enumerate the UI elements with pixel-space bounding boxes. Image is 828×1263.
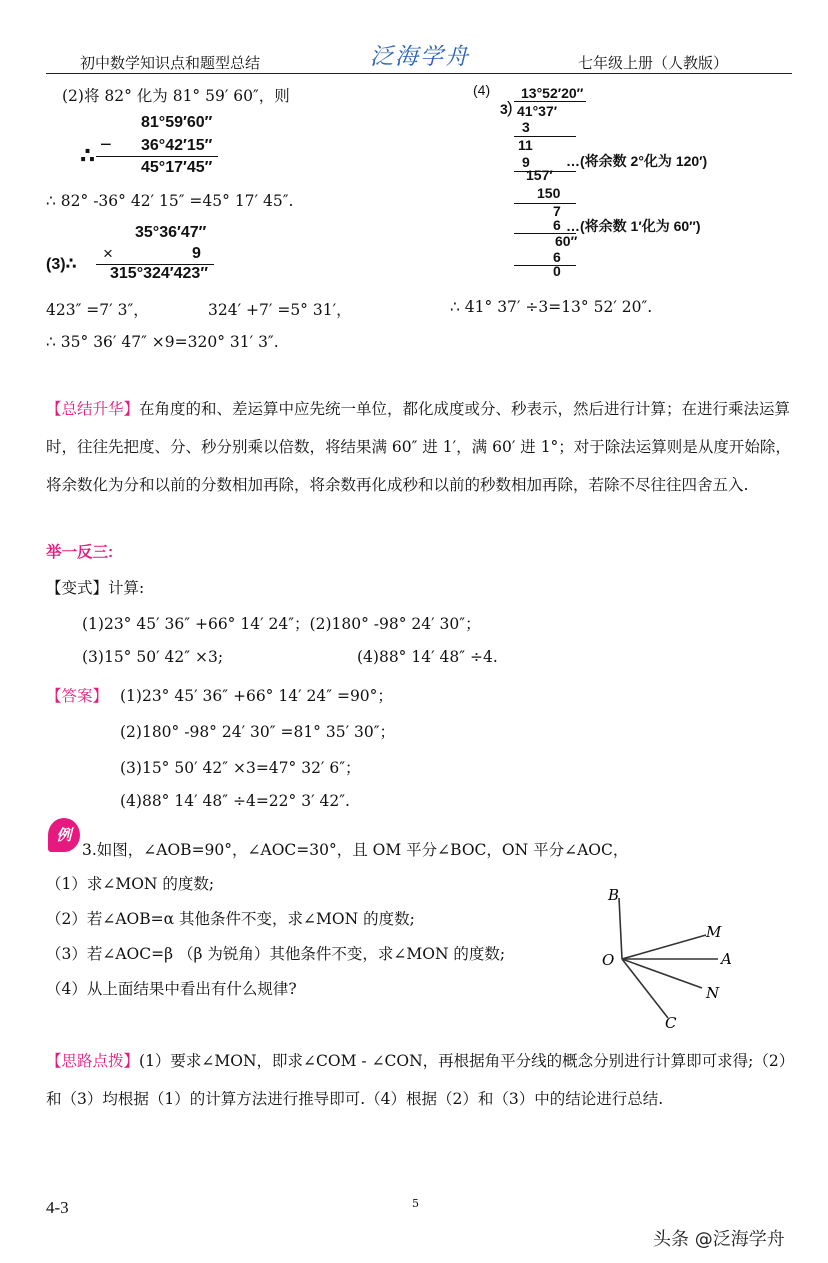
part4-step: 9: [522, 154, 530, 170]
example-badge: 例: [48, 818, 80, 852]
hint-tag: 【思路点拨】: [46, 1052, 140, 1070]
example3-q4: （4）从上面结果中看出有什么规律?: [46, 980, 297, 998]
answer-1: (1)23° 45′ 36″ +66° 14′ 24″ =90°；: [120, 687, 393, 705]
example3-q3: （3）若∠AOC=β （β 为锐角）其他条件不变，求∠MON 的度数;: [46, 945, 506, 963]
label-n: N: [706, 984, 720, 1002]
variant-text: 计算:: [108, 579, 145, 597]
label-c: C: [665, 1014, 677, 1032]
watermark: 头条 @泛海学舟: [653, 1229, 785, 1250]
hint-text: (1）要求∠MON，即求∠COM - ∠CON，再根据角平分线的概念分别进行计算即可求得;（2）和（3）均根据（1）的计算方法进行推导即可.（4）根据（2）和（3）中的结论进行总结.: [46, 1052, 795, 1108]
part2-conclusion: ∴ 82° -36° 42′ 15″ =45° 17′ 45″.: [46, 192, 294, 210]
label-o: O: [602, 951, 615, 969]
brand-logo-text: 泛海学舟: [370, 44, 470, 70]
label-m: M: [706, 923, 722, 941]
variant-tag: 【变式】: [46, 579, 109, 597]
part3-conclusion: ∴ 35° 36′ 47″ ×9=320° 31′ 3″.: [46, 333, 279, 351]
part3-mult: 9: [192, 245, 201, 262]
example3-q1: （1）求∠MON 的度数;: [46, 875, 215, 893]
answer-4: (4)88° 14′ 48″ ÷4=22° 3′ 42″.: [120, 792, 350, 810]
footer-code: 4-3: [46, 1198, 69, 1217]
variant-line: [46, 576, 144, 598]
page-number: 5: [412, 1197, 419, 1210]
label-b: B: [608, 886, 620, 904]
part4-line: [514, 203, 576, 204]
part4-conclusion: ∴ 41° 37′ ÷3=13° 52′ 20″.: [450, 298, 653, 316]
ray-ob: [619, 898, 622, 959]
part4-divisor: 3: [500, 101, 508, 117]
example3-q2: （2）若∠AOB=α 其他条件不变，求∠MON 的度数;: [46, 910, 415, 928]
part3-conv2: 324′ +7′ =5° 31′，: [208, 301, 352, 319]
summary-paragraph: [46, 390, 798, 504]
part4-line: [514, 265, 576, 266]
part4-label: (4): [473, 82, 491, 98]
variant-q4: (4)88° 14′ 48″ ÷4.: [357, 648, 498, 666]
part3-label: (3)∴: [46, 256, 77, 273]
part2-sub: 36°42′15″: [141, 137, 213, 154]
part4-step: 3: [522, 119, 530, 135]
variant-q12: (1)23° 45′ 36″ +66° 14′ 24″；(2)180° -98° 24′ 30″；: [82, 615, 481, 633]
part4-note1: …(将余数 2°化为 120′): [566, 153, 708, 169]
part4-step: 11: [518, 137, 533, 153]
summary-text: 在角度的和、差运算中应先统一单位，都化成度或分、秒表示，然后进行计算；在进行乘法运算时，往往先把度、分、秒分别乘以倍数，将结果满 60″ 进 1′，满 60′ 进 1°；对于除法运算则是从度开始除，将余数化为分和以前的分数相加再除，将余数再化成秒和以前的秒数相加再除，若除不尽往往四舍五入.: [46, 400, 791, 494]
answer-2: (2)180° -98° 24′ 30″ =81° 35′ 30″；: [120, 723, 396, 741]
part2-line: [96, 156, 218, 157]
header-right-title: 七年级上册（人教版）: [578, 54, 729, 72]
example3-stem: 3.如图，∠AOB=90°，∠AOC=30°，且 OM 平分∠BOC，ON 平分∠AOC，: [82, 841, 629, 859]
ray-om: [622, 935, 706, 959]
part2-top: 81°59′60″: [141, 114, 213, 131]
answer-3: (3)15° 50′ 42″ ×3=47° 32′ 6″；: [120, 759, 361, 777]
hint-paragraph: [46, 1042, 798, 1118]
variant-q3: (3)15° 50′ 42″ ×3;: [82, 648, 224, 666]
part4-step: 150: [537, 185, 561, 201]
part3-top: 35°36′47″: [135, 224, 207, 241]
part4-quotient: 13°52′20″: [521, 85, 584, 101]
part4-step: 157′: [526, 167, 553, 183]
part2-intro: (2)将 82° 化为 81° 59′ 60″，则: [62, 87, 290, 105]
part2-minus: −: [100, 134, 112, 156]
part3-result: 315°324′423″: [110, 265, 208, 282]
part4-step: 6: [553, 217, 561, 233]
part4-note2: …(将余数 1′化为 60″): [566, 218, 701, 234]
header-left-title: 初中数学知识点和题型总结: [80, 54, 261, 72]
part2-result: 45°17′45″: [141, 159, 213, 176]
part4-step: 0: [553, 263, 561, 279]
part4-step: 7: [553, 203, 561, 219]
part3-conv1: 423″ =7′ 3″，: [46, 301, 149, 319]
part3-times: ×: [103, 244, 113, 263]
part4-bracket-top: [514, 101, 586, 102]
part4-bracket-paren: ): [507, 98, 513, 117]
part4-step: 6: [553, 249, 561, 265]
label-a: A: [721, 950, 732, 968]
header-rule: [46, 73, 792, 74]
angle-figure: [590, 880, 750, 1040]
practice-title: 举一反三:: [46, 544, 114, 561]
summary-tag: 【总结升华】: [46, 400, 140, 418]
part2-therefore: ∴: [80, 143, 96, 168]
part4-step: 60″: [555, 233, 578, 249]
part4-dividend: 41°37′: [517, 103, 558, 119]
answer-tag: 【答案】: [46, 687, 109, 705]
